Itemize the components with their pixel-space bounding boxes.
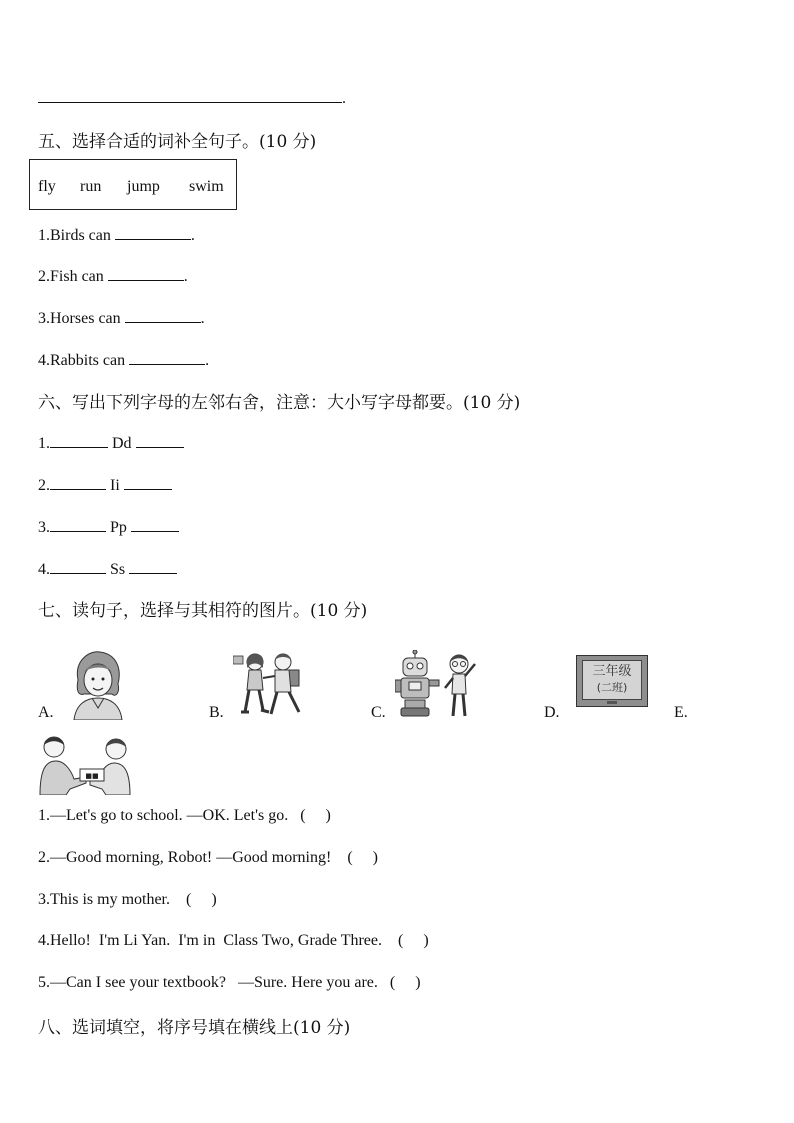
- section5-title: 五、选择合适的词补全句子。(10 分): [38, 132, 317, 152]
- matching-item: 4.Hello! I'm Li Yan. I'm in Class Two, Grade Three. ( ): [38, 932, 429, 949]
- answer-blank[interactable]: [129, 559, 177, 574]
- answer-blank[interactable]: [50, 475, 106, 490]
- class-sign-picture: [576, 655, 648, 707]
- option-label-a: A.: [38, 704, 54, 721]
- answer-blank[interactable]: [50, 517, 106, 532]
- answer-blank[interactable]: [131, 517, 179, 532]
- class-sign-board: [582, 660, 642, 700]
- answer-blank[interactable]: [125, 308, 201, 323]
- letter-item: 2. Ii: [38, 475, 172, 495]
- question-item: 3.Horses can .: [38, 310, 205, 327]
- answer-blank[interactable]: [50, 559, 106, 574]
- matching-item: 5.—Can I see your textbook? —Sure. Here you are. ( ): [38, 974, 421, 991]
- section6-title: 六、写出下列字母的左邻右舍，注意：大小写字母都要。(10 分): [38, 393, 521, 413]
- option-label-b: B.: [209, 704, 224, 721]
- letter-item: 1. Dd: [38, 433, 184, 453]
- word-bank-box: [29, 159, 237, 210]
- option-label-d: D.: [544, 704, 560, 721]
- answer-blank[interactable]: [115, 225, 191, 240]
- matching-item: 2.—Good morning, Robot! —Good morning! ( ): [38, 849, 378, 866]
- answer-blank[interactable]: [124, 475, 172, 490]
- question-item: 4.Rabbits can .: [38, 352, 210, 369]
- option-label-e: E.: [674, 704, 688, 721]
- mother-picture: [70, 650, 126, 720]
- section7-title: 七、读句子，选择与其相符的图片。(10 分): [38, 601, 368, 621]
- answer-paren[interactable]: ( ): [389, 974, 421, 991]
- word-bank-item: fly: [38, 178, 56, 195]
- matching-item: 3.This is my mother. ( ): [38, 891, 217, 908]
- option-label-c: C.: [371, 704, 386, 721]
- robot-and-boy-picture: [395, 650, 477, 720]
- textbook-card-label: ■■: [85, 772, 99, 780]
- letter-item: 4. Ss: [38, 559, 177, 579]
- answer-blank[interactable]: [136, 433, 184, 448]
- top-answer-line: .: [38, 88, 346, 108]
- answer-paren[interactable]: ( ): [398, 932, 429, 949]
- answer-paren[interactable]: ( ): [186, 891, 217, 908]
- answer-blank[interactable]: [50, 433, 108, 448]
- question-item: 1.Birds can .: [38, 227, 195, 244]
- section8-title: 八、选词填空，将序号填在横线上(10 分): [38, 1018, 351, 1038]
- class-sign-grade: 三年级: [592, 664, 632, 679]
- matching-item: 1.—Let's go to school. —OK. Let's go. ( ): [38, 807, 331, 824]
- children-walking-picture: [233, 650, 305, 718]
- sharing-textbook-picture: [36, 733, 134, 795]
- word-bank-item: swim: [189, 178, 224, 195]
- answer-blank[interactable]: [38, 88, 342, 103]
- answer-blank[interactable]: [108, 266, 184, 281]
- answer-paren[interactable]: ( ): [347, 849, 378, 866]
- board-tray: [607, 701, 617, 704]
- class-sign-class: (二班): [596, 681, 628, 694]
- answer-paren[interactable]: ( ): [300, 807, 331, 824]
- letter-item: 3. Pp: [38, 517, 179, 537]
- question-item: 2.Fish can .: [38, 268, 188, 285]
- word-bank-item: jump: [127, 178, 160, 195]
- answer-blank[interactable]: [129, 350, 205, 365]
- word-bank-item: run: [80, 178, 102, 195]
